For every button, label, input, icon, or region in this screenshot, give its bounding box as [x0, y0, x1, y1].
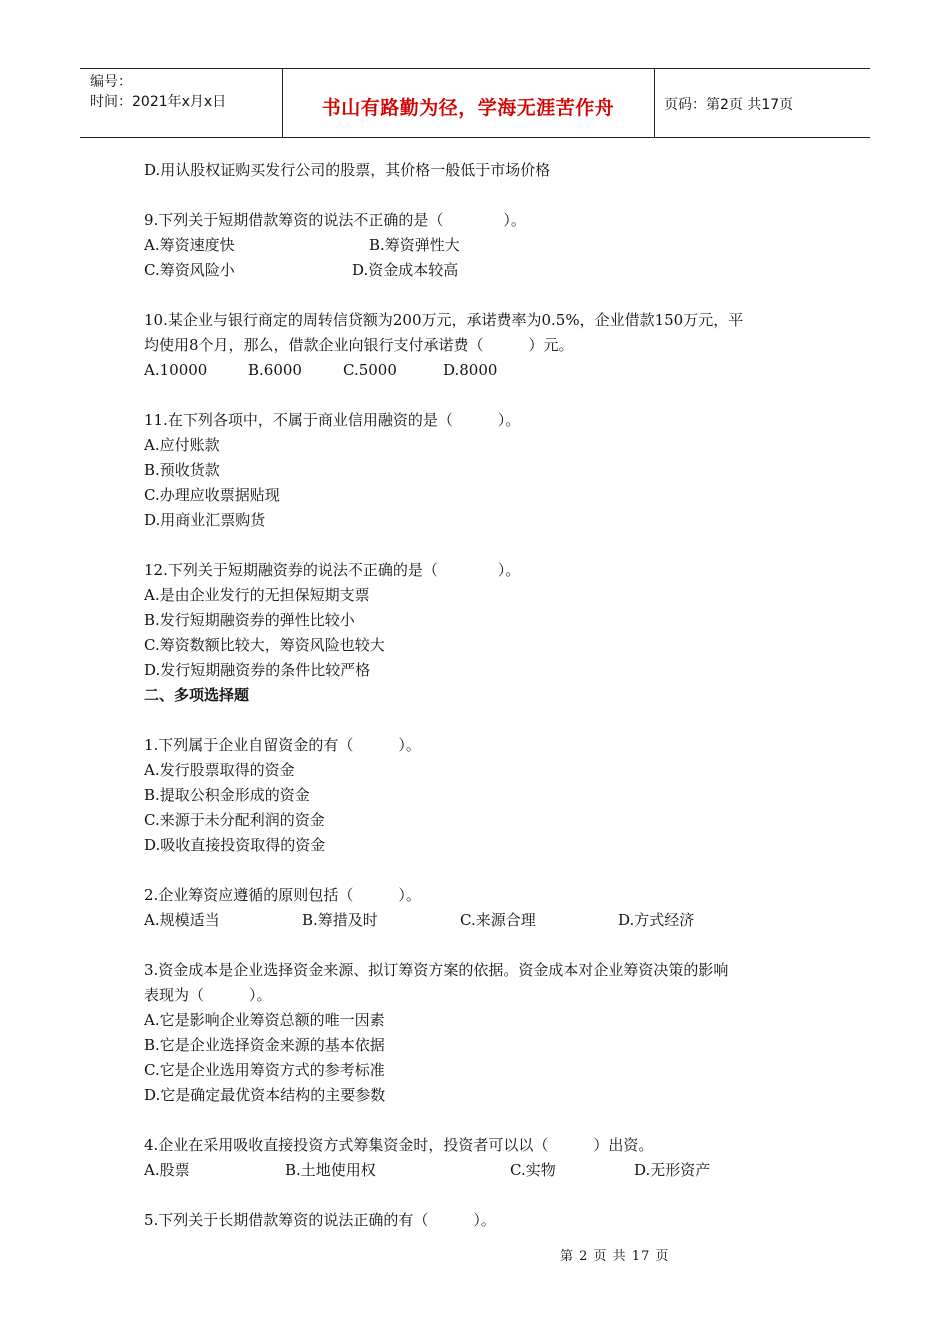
option-a: A.应付账款: [144, 436, 220, 454]
question-9-options-row1: [144, 233, 814, 258]
time-label: 时间：2021年x月x日: [90, 94, 227, 110]
question-9: 9.下列关于短期借款筹资的说法不正确的是（ ）。: [144, 211, 526, 229]
option-a: A.是由企业发行的无担保短期支票: [144, 586, 370, 604]
section-heading: 二、多项选择题: [144, 686, 250, 704]
option-b: B.筹资弹性大: [369, 236, 460, 254]
option-a: A.发行股票取得的资金: [144, 761, 295, 779]
option-c: C.筹资风险小: [144, 261, 235, 279]
option-c: C.5000: [343, 361, 397, 379]
page-footer: 第 2 页 共 17 页: [560, 1249, 670, 1264]
option-d: D.发行短期融资券的条件比较严格: [144, 661, 371, 679]
question-10: 10.某企业与银行商定的周转信贷额为200万元，承诺费率为0.5%，企业借款150万元，平: [144, 311, 744, 329]
option-c: C.实物: [510, 1161, 556, 1179]
option-b: B.它是企业选择资金来源的基本依据: [144, 1036, 385, 1054]
option-d: D.8000: [443, 361, 498, 379]
multi-question-2: 2.企业筹资应遵循的原则包括（ ）。: [144, 886, 421, 904]
document-body: [144, 158, 814, 1233]
option-b: B.6000: [248, 361, 302, 379]
question-10-options: [144, 358, 814, 383]
option-c: C.筹资数额比较大，筹资风险也较大: [144, 636, 385, 654]
header-motto: 书山有路勤为径，学海无涯苦作舟: [321, 97, 615, 119]
option-line: D.用认股权证购买发行公司的股票，其价格一般低于市场价格: [144, 161, 551, 179]
multi-question-4-options: [144, 1158, 814, 1183]
multi-question-3: 3.资金成本是企业选择资金来源、拟订筹资方案的依据。资金成本对企业筹资决策的影响: [144, 961, 729, 979]
option-b: B.发行短期融资券的弹性比较小: [144, 611, 355, 629]
question-12: 12.下列关于短期融资券的说法不正确的是（ ）。: [144, 561, 521, 579]
multi-question-5: 5.下列关于长期借款筹资的说法正确的有（ ）。: [144, 1211, 496, 1229]
number-label: 编号：: [90, 74, 132, 90]
option-d: D.无形资产: [634, 1161, 711, 1179]
multi-question-2-options: [144, 908, 814, 933]
option-b: B.提取公积金形成的资金: [144, 786, 310, 804]
option-b: B.筹措及时: [302, 911, 378, 929]
option-c: C.它是企业选用筹资方式的参考标准: [144, 1061, 385, 1079]
header-middle-cell: [282, 69, 655, 137]
question-10-cont: 均使用8个月，那么，借款企业向银行支付承诺费（ ）元。: [144, 336, 574, 354]
option-d: D.它是确定最优资本结构的主要参数: [144, 1086, 386, 1104]
page-header: [80, 68, 870, 138]
option-c: C.办理应收票据贴现: [144, 486, 280, 504]
option-a: A.10000: [144, 361, 208, 379]
multi-question-4: 4.企业在采用吸收直接投资方式筹集资金时，投资者可以以（ ）出资。: [144, 1136, 654, 1154]
option-c: C.来源于未分配利润的资金: [144, 811, 325, 829]
question-11: 11.在下列各项中，不属于商业信用融资的是（ ）。: [144, 411, 521, 429]
option-d: D.方式经济: [618, 911, 695, 929]
option-c: C.来源合理: [460, 911, 536, 929]
header-right-cell: [654, 69, 870, 137]
option-b: B.土地使用权: [285, 1161, 376, 1179]
option-d: D.吸收直接投资取得的资金: [144, 836, 326, 854]
header-page-code: 页码：第2页 共17页: [664, 97, 794, 113]
option-d: D.资金成本较高: [352, 261, 459, 279]
option-a: A.股票: [144, 1161, 190, 1179]
question-9-options-row2: [144, 258, 814, 283]
option-a: A.规模适当: [144, 911, 220, 929]
multi-question-3-cont: 表现为（ ）。: [144, 986, 272, 1004]
option-d: D.用商业汇票购货: [144, 511, 266, 529]
option-a: A.它是影响企业筹资总额的唯一因素: [144, 1011, 385, 1029]
multi-question-1: 1.下列属于企业自留资金的有（ ）。: [144, 736, 421, 754]
option-a: A.筹资速度快: [144, 236, 235, 254]
header-left-cell: [80, 69, 283, 137]
option-b: B.预收货款: [144, 461, 220, 479]
